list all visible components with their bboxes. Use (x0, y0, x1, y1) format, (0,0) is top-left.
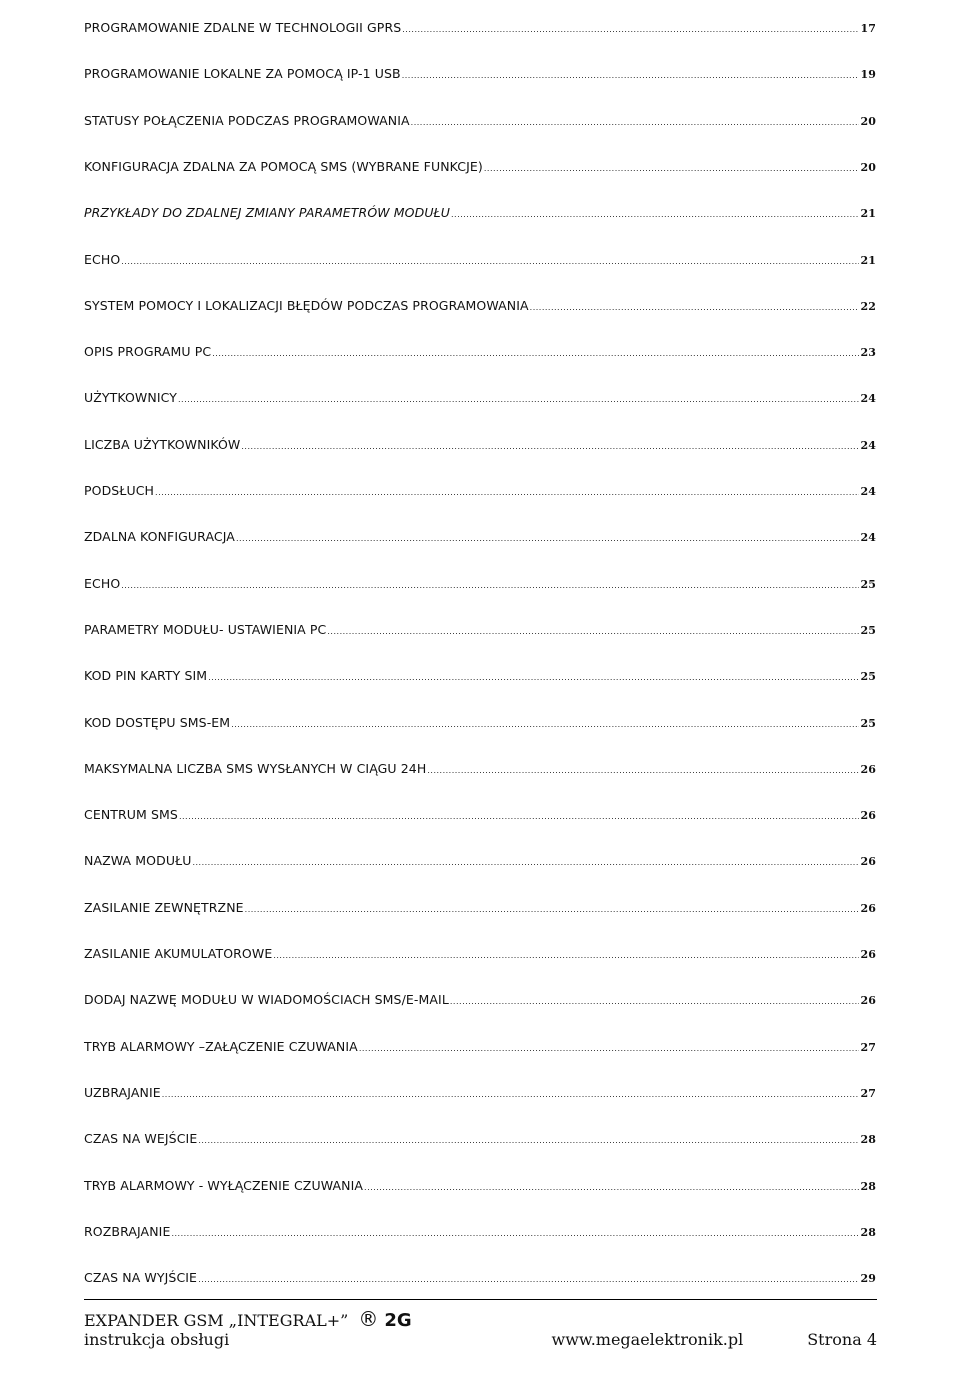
dot-leader (121, 257, 859, 266)
page-number: Strona 4 (807, 1330, 877, 1349)
toc-entry[interactable] (84, 1224, 876, 1244)
website-link[interactable]: www.megaelektronik.pl (551, 1330, 744, 1349)
dot-leader (178, 395, 860, 404)
dot-leader (192, 858, 859, 867)
dot-leader (402, 71, 860, 80)
toc-entry[interactable] (84, 1131, 876, 1151)
toc-entry-page: 27 (860, 1086, 876, 1100)
toc-entry-title: SYSTEM POMOCY I LOKALIZACJI BŁĘDÓW PODCZAS PROGRAMOWANIA (84, 297, 529, 313)
toc-entry-page: 28 (860, 1133, 876, 1147)
toc-entry-page: 28 (860, 1225, 876, 1239)
dot-leader (162, 1090, 860, 1099)
dot-leader (427, 766, 859, 775)
toc-entry-page: 20 (860, 160, 876, 174)
dot-leader (198, 1136, 859, 1145)
toc-entry-title: OPIS PROGRAMU PC (84, 344, 212, 360)
toc-entry-page: 17 (860, 22, 876, 35)
dot-leader (411, 118, 860, 127)
toc-entry-page: 26 (860, 948, 876, 961)
toc-entry[interactable] (84, 1270, 876, 1290)
toc-entry-title: PRZYKŁADY DO ZDALNEJ ZMIANY PARAMETRÓW MODUŁU (84, 205, 450, 221)
toc-entry[interactable] (84, 622, 876, 642)
toc-entry[interactable] (84, 113, 876, 133)
toc-entry-page: 21 (860, 207, 876, 221)
toc-entry-page: 20 (860, 114, 876, 128)
toc-entry-title: NAZWA MODUŁU (84, 853, 192, 869)
toc-entry-title: LICZBA UŻYTKOWNIKÓW (84, 436, 241, 452)
dot-leader (273, 951, 859, 960)
toc-entry-title: ZASILANIE AKUMULATOROWE (84, 946, 273, 961)
toc-entry-page: 27 (860, 1040, 876, 1054)
dot-leader (231, 720, 859, 729)
dot-leader (212, 349, 859, 358)
toc-entry-title: CZAS NA WYJŚCIE (84, 1270, 198, 1286)
dot-leader (236, 534, 860, 543)
toc-entry-title: STATUSY POŁĄCZENIA PODCZAS PROGRAMOWANIA (84, 112, 410, 128)
toc-entry-page: 21 (860, 253, 876, 267)
toc-entry-title: PROGRAMOWANIE LOKALNE ZA POMOCĄ IP-1 USB (84, 66, 401, 82)
toc-entry[interactable] (84, 1039, 876, 1059)
toc-entry-page: 24 (860, 438, 876, 452)
toc-entry-page: 26 (860, 994, 876, 1008)
toc-entry-page: 29 (860, 1272, 876, 1286)
toc-entry-title: ZDALNA KONFIGURACJA (84, 529, 235, 545)
dot-leader (327, 627, 859, 636)
toc-entry-page: 25 (860, 577, 876, 591)
dot-leader (364, 1183, 859, 1192)
toc-entry-title: DODAJ NAZWĘ MODUŁU W WIADOMOŚCIACH SMS/E-MAIL (84, 992, 449, 1008)
toc-entry-title: PODSŁUCH (84, 483, 155, 498)
dot-leader (450, 997, 860, 1006)
toc-entry-page: 24 (860, 485, 876, 498)
toc-entry[interactable] (84, 946, 876, 966)
toc-entry-page: 25 (860, 623, 876, 637)
dot-leader (359, 1044, 860, 1053)
toc-entry-title: UZBRAJANIE (84, 1084, 161, 1100)
toc-entry[interactable] (84, 992, 876, 1012)
toc-entry-page: 26 (860, 809, 876, 823)
toc-entry-title: KOD PIN KARTY SIM (84, 668, 208, 684)
toc-entry[interactable] (84, 900, 876, 920)
dot-leader (121, 581, 859, 590)
toc-entry-title: ECHO (84, 251, 121, 267)
toc-entry-page: 22 (860, 299, 876, 313)
footer-info-line (84, 1330, 877, 1349)
toc-entry[interactable] (84, 344, 876, 364)
toc-entry[interactable] (84, 437, 876, 457)
footer-product-line (84, 1307, 412, 1331)
dot-leader (241, 442, 859, 451)
toc-entry-title: PARAMETRY MODUŁU- USTAWIENIA PC (84, 621, 327, 637)
toc-entry-title: CENTRUM SMS (84, 807, 178, 823)
dot-leader (198, 1275, 859, 1284)
toc-entry[interactable] (84, 298, 876, 318)
dot-leader (171, 1229, 859, 1238)
toc-entry-page: 28 (860, 1179, 876, 1193)
toc-entry-title: TRYB ALARMOWY –ZAŁĄCZENIE CZUWANIA (84, 1038, 358, 1054)
toc-entry[interactable] (84, 20, 876, 40)
toc-entry-title: KONFIGURACJA ZDALNA ZA POMOCĄ SMS (WYBRANE FUNKCJE) (84, 158, 483, 174)
network-badge: 2G (384, 1310, 412, 1331)
toc-entry-title: TRYB ALARMOWY - WYŁĄCZENIE CZUWANIA (84, 1177, 364, 1193)
toc-entry-title: ECHO (84, 575, 121, 591)
dot-leader (402, 25, 859, 34)
toc-entry-title: MAKSYMALNA LICZBA SMS WYSŁANYCH W CIĄGU 24H (84, 760, 427, 776)
toc-entry-title: ZASILANIE ZEWNĘTRZNE (84, 899, 244, 915)
footer-divider (84, 1299, 877, 1300)
registered-mark: ® (358, 1307, 379, 1331)
toc-entry[interactable] (84, 1178, 876, 1198)
dot-leader (451, 210, 860, 219)
toc-entry-title: PROGRAMOWANIE ZDALNE W TECHNOLOGII GPRS (84, 20, 402, 35)
toc-entry[interactable] (84, 576, 876, 596)
toc-entry[interactable] (84, 483, 876, 503)
toc-entry-page: 23 (860, 346, 876, 360)
toc-entry-title: CZAS NA WEJŚCIE (84, 1131, 198, 1147)
toc-entry[interactable] (84, 715, 876, 735)
manual-label: instrukcja obsługi (84, 1330, 230, 1349)
page-footer (84, 1299, 877, 1349)
dot-leader (155, 488, 859, 497)
dot-leader (179, 812, 860, 821)
toc-entry[interactable] (84, 668, 876, 688)
toc-entry-page: 26 (860, 855, 876, 869)
toc-entry-title: ROZBRAJANIE (84, 1223, 171, 1239)
toc-entry-page: 25 (860, 670, 876, 684)
toc-entry[interactable] (84, 159, 876, 179)
toc-entry[interactable] (84, 853, 876, 873)
toc-entry[interactable] (84, 1085, 876, 1105)
toc-entry[interactable] (84, 761, 876, 781)
toc-entry[interactable] (84, 252, 876, 272)
toc-entry-page: 25 (860, 716, 876, 730)
toc-entry[interactable] (84, 390, 876, 410)
product-name: EXPANDER GSM „INTEGRAL+” (84, 1311, 349, 1330)
toc-entry[interactable] (84, 807, 876, 827)
toc-entry[interactable] (84, 205, 876, 225)
toc-entry-page: 24 (860, 392, 876, 406)
toc-entry-title: KOD DOSTĘPU SMS-EM (84, 714, 231, 730)
toc-entry[interactable] (84, 529, 876, 549)
toc-entry-page: 24 (860, 531, 876, 545)
dot-leader (530, 303, 860, 312)
toc-entry-page: 19 (860, 68, 876, 82)
dot-leader (484, 164, 860, 173)
toc-entry-page: 26 (860, 901, 876, 915)
dot-leader (245, 905, 860, 914)
toc-entry-page: 26 (860, 762, 876, 776)
dot-leader (208, 673, 859, 682)
toc-entry[interactable] (84, 66, 876, 86)
toc-entry-title: UŻYTKOWNICY (84, 390, 177, 406)
